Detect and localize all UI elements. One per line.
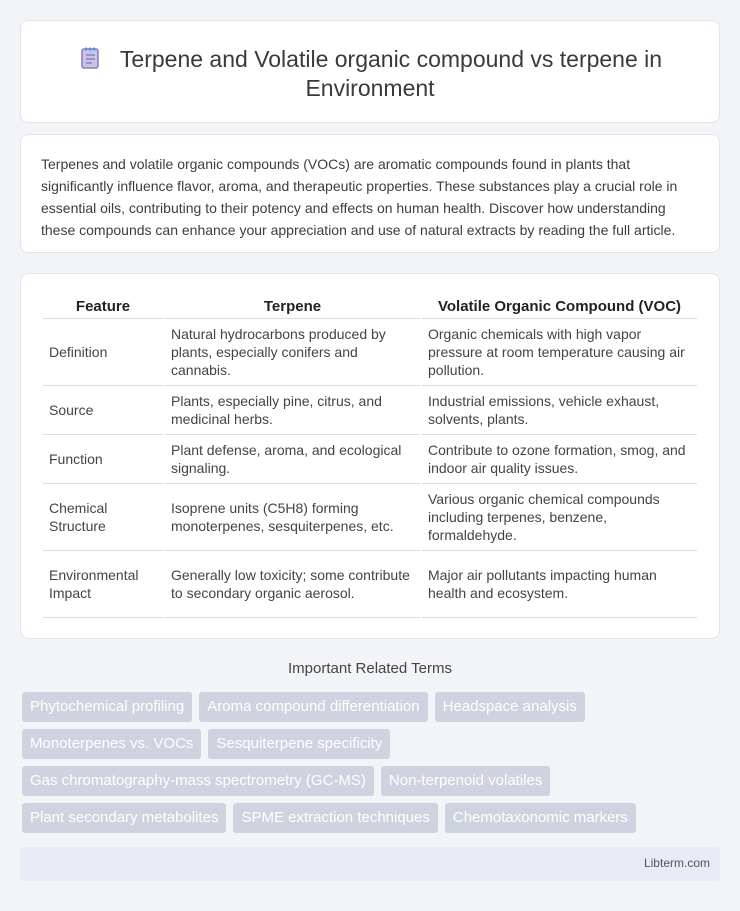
- row-feature: Environmental Impact: [43, 551, 163, 618]
- table-row: [43, 319, 697, 386]
- footer-site-link[interactable]: Libterm.com: [643, 856, 710, 870]
- row-terpene: Generally low toxicity; some contribute to secondary organic aerosol.: [165, 551, 420, 618]
- column-header-voc: Volatile Organic Compound (VOC): [422, 294, 697, 319]
- related-term-tag[interactable]: Monoterpenes vs. VOCs: [22, 729, 201, 759]
- related-terms-heading: Important Related Terms: [288, 660, 452, 677]
- column-header-terpene: Terpene: [165, 294, 420, 319]
- table-header-row: [43, 294, 697, 319]
- tag-row: [22, 766, 712, 796]
- row-terpene: Plants, especially pine, citrus, and medicinal herbs.: [165, 386, 420, 435]
- table-row: [43, 484, 697, 551]
- tag-row: [22, 803, 712, 833]
- related-term-tag[interactable]: Headspace analysis: [435, 692, 585, 722]
- related-term-tag[interactable]: Phytochemical profiling: [22, 692, 192, 722]
- table-row: [43, 435, 697, 484]
- page-title-wrap: [51, 45, 689, 103]
- related-term-tag[interactable]: Gas chromatography-mass spectrometry (GC-MS): [22, 766, 374, 796]
- row-feature: Source: [43, 386, 163, 435]
- row-voc: Major air pollutants impacting human health and ecosystem.: [422, 551, 697, 618]
- related-term-tag[interactable]: SPME extraction techniques: [233, 803, 437, 833]
- row-feature: Definition: [43, 319, 163, 386]
- footer: [20, 847, 720, 881]
- row-feature: Chemical Structure: [43, 484, 163, 551]
- related-term-tag[interactable]: Chemotaxonomic markers: [445, 803, 636, 833]
- row-voc: Organic chemicals with high vapor pressure at room temperature causing air pollution.: [422, 319, 697, 386]
- row-terpene: Plant defense, aroma, and ecological signaling.: [165, 435, 420, 484]
- row-voc: Various organic chemical compounds including terpenes, benzene, formaldehyde.: [422, 484, 697, 551]
- row-voc: Contribute to ozone formation, smog, and indoor air quality issues.: [422, 435, 697, 484]
- comparison-card: [20, 273, 720, 639]
- related-terms-list: [22, 692, 712, 840]
- tag-row: [22, 692, 712, 722]
- row-voc: Industrial emissions, vehicle exhaust, solvents, plants.: [422, 386, 697, 435]
- related-term-tag[interactable]: Sesquiterpene specificity: [208, 729, 390, 759]
- row-feature: Function: [43, 435, 163, 484]
- intro-paragraph: Terpenes and volatile organic compounds (VOCs) are aromatic compounds found in plants that significantly influence flavor, aroma, and therapeutic properties. These substances play a crucial role in essential oils, contributing to their potency and effects on human health. Discover how understanding these compounds can enhance your appreciation and use of natural extracts by reading the full article.: [41, 156, 678, 238]
- title-card: [20, 20, 720, 123]
- row-terpene: Isoprene units (C5H8) forming monoterpenes, sesquiterpenes, etc.: [165, 484, 420, 551]
- table-row: [43, 386, 697, 435]
- related-term-tag[interactable]: Non-terpenoid volatiles: [381, 766, 550, 796]
- column-header-feature: Feature: [43, 294, 163, 319]
- table-row: [43, 551, 697, 618]
- intro-card: [20, 134, 720, 253]
- notebook-icon: [78, 46, 102, 70]
- comparison-table: [41, 294, 699, 618]
- page-title: Terpene and Volatile organic compound vs terpene in Environment: [119, 46, 663, 101]
- related-term-tag[interactable]: Plant secondary metabolites: [22, 803, 226, 833]
- row-terpene: Natural hydrocarbons produced by plants, especially conifers and cannabis.: [165, 319, 420, 386]
- related-term-tag[interactable]: Aroma compound differentiation: [199, 692, 427, 722]
- tag-row: [22, 729, 712, 759]
